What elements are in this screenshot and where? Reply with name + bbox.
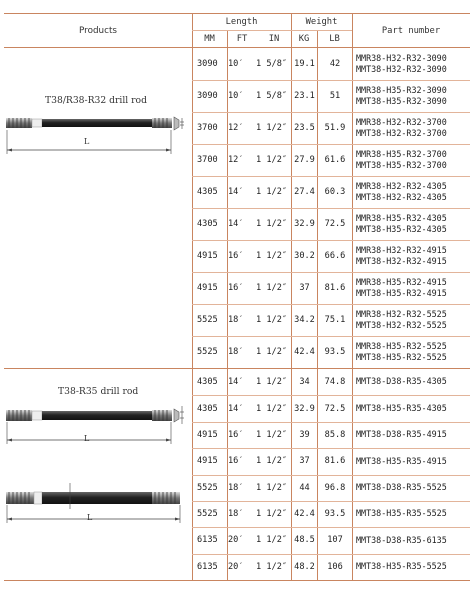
- cell-ft: 14′: [228, 377, 244, 388]
- cell-lb: 93.5: [324, 509, 346, 520]
- part-number: MMT38-H32-R32-5525: [356, 320, 447, 330]
- cell-in: 1 1/2″: [256, 456, 288, 467]
- in-subheader: IN: [268, 34, 280, 44]
- cell-ft: 20′: [228, 561, 244, 572]
- cell-ft: 18′: [228, 482, 244, 493]
- cell-kg: 23.5: [294, 123, 315, 133]
- cell-mm: 5525: [197, 482, 218, 493]
- mm-subheader: MM: [204, 34, 215, 44]
- cell-kg: 48.2: [294, 561, 315, 572]
- cell-lb: 61.6: [324, 155, 346, 165]
- cell-mm: 3090: [197, 59, 218, 69]
- part-number: MMT38-H32-R32-3090: [356, 64, 447, 74]
- cell-lb: 96.8: [324, 482, 346, 493]
- cell-mm: 5525: [197, 509, 218, 520]
- drill-rod-drawing-3: [6, 483, 186, 525]
- cell-mm: 4915: [197, 456, 218, 467]
- cell-kg: 48.5: [294, 535, 315, 546]
- part-number: MMR38-H35-R32-5525: [356, 340, 447, 351]
- cell-lb: 81.6: [324, 283, 346, 293]
- cell-lb: 51: [329, 91, 341, 101]
- part-numbers: [356, 309, 447, 332]
- length-dimension-label: L: [84, 434, 90, 443]
- lb-subheader: LB: [329, 34, 340, 44]
- part-number: MMR38-H35-R32-4915: [356, 276, 447, 287]
- product-title-t38-r35: T38-R35 drill rod: [58, 386, 139, 397]
- length-dimension-label: L: [84, 137, 90, 146]
- part-number: MMT38-H35-R32-5525: [356, 352, 447, 362]
- cell-mm: 4305: [197, 187, 218, 197]
- cell-mm: 4305: [197, 219, 218, 229]
- cell-kg: 44: [299, 482, 310, 493]
- cell-kg: 37: [299, 283, 310, 293]
- cell-in: 1 1/2″: [256, 251, 288, 261]
- cell-ft: 14′: [228, 187, 244, 197]
- part-number: MMT38-H35-R35-5525: [356, 508, 447, 519]
- part-number: MMT38-D38-R35-5525: [356, 481, 447, 492]
- part-number: MMR38-H35-R32-3090: [356, 84, 447, 95]
- part-number: MMT38-D38-R35-4915: [356, 429, 447, 440]
- part-number: MMR38-H35-R32-4305: [356, 212, 447, 223]
- cell-ft: 18′: [228, 347, 244, 357]
- cell-ft: 16′: [228, 456, 244, 467]
- cell-in: 1 5/8″: [256, 59, 288, 69]
- cell-kg: 30.2: [294, 251, 315, 261]
- product-title-t38-r38-r32: T38/R38-R32 drill rod: [45, 95, 147, 106]
- cell-kg: 42.4: [294, 509, 315, 520]
- cell-ft: 18′: [228, 315, 244, 325]
- cell-in: 1 1/2″: [256, 347, 288, 357]
- cell-mm: 3700: [197, 155, 218, 165]
- ft-subheader: FT: [236, 34, 248, 44]
- part-number: MMT38-H32-R32-4305: [356, 192, 447, 202]
- cell-ft: 14′: [228, 219, 244, 229]
- part-numbers: [356, 341, 447, 364]
- part-numbers: [356, 403, 447, 415]
- kg-subheader: KG: [298, 34, 310, 44]
- cell-lb: 106: [327, 561, 343, 572]
- cell-lb: 81.6: [324, 456, 346, 467]
- column-divider: [192, 13, 193, 580]
- cell-ft: 14′: [228, 403, 244, 414]
- part-numbers: [356, 535, 447, 547]
- length-dimension-label: L: [87, 513, 93, 522]
- part-number: MMR38-H32-R32-3700: [356, 116, 447, 127]
- cell-lb: 42: [329, 59, 341, 69]
- cell-mm: 6135: [197, 535, 218, 546]
- cell-lb: 85.8: [324, 429, 346, 440]
- cell-in: 1 1/2″: [256, 403, 288, 414]
- part-number: MMT38-D38-R35-4305: [356, 376, 447, 387]
- part-numbers: [356, 508, 447, 520]
- cell-lb: 60.3: [324, 187, 346, 197]
- cell-lb: 93.5: [324, 347, 346, 357]
- part-numbers: [356, 277, 447, 300]
- part-number: MMR38-H32-R32-5525: [356, 308, 447, 319]
- part-numbers: [356, 245, 447, 268]
- part-number: MMT38-H35-R35-4305: [356, 402, 447, 413]
- cell-in: 1 1/2″: [256, 535, 288, 546]
- cell-kg: 34.2: [294, 315, 315, 325]
- cell-ft: 18′: [228, 509, 244, 520]
- cell-mm: 4305: [197, 403, 218, 414]
- column-divider: [352, 13, 353, 580]
- cell-ft: 10′: [228, 91, 244, 101]
- cell-mm: 3700: [197, 123, 218, 133]
- cell-ft: 16′: [228, 429, 244, 440]
- cell-kg: 32.9: [294, 403, 315, 414]
- part-number-header: Part number: [381, 25, 441, 36]
- part-numbers: [356, 181, 447, 204]
- cell-lb: 107: [327, 535, 343, 546]
- cell-mm: 5525: [197, 347, 218, 357]
- cell-kg: 42.4: [294, 347, 315, 357]
- cell-in: 1 1/2″: [256, 429, 288, 440]
- cell-in: 1 1/2″: [256, 155, 288, 165]
- length-header: Length: [225, 17, 258, 27]
- cell-kg: 39: [299, 429, 310, 440]
- part-numbers: [356, 117, 447, 140]
- products-header: Products: [79, 25, 117, 36]
- cell-mm: 6135: [197, 561, 218, 572]
- cell-in: 1 1/2″: [256, 123, 288, 133]
- cell-kg: 27.9: [294, 155, 315, 165]
- part-numbers: [356, 376, 447, 388]
- cell-in: 1 1/2″: [256, 315, 288, 325]
- weight-header: Weight: [305, 17, 338, 27]
- cell-in: 1 1/2″: [256, 219, 288, 229]
- part-numbers: [356, 85, 447, 108]
- cell-in: 1 1/2″: [256, 509, 288, 520]
- cell-lb: 72.5: [324, 403, 346, 414]
- part-numbers: [356, 456, 447, 468]
- cell-ft: 10′: [228, 59, 244, 69]
- drill-rod-drawing-2: [6, 404, 186, 446]
- cell-kg: 37: [299, 456, 310, 467]
- cell-mm: 3090: [197, 91, 218, 101]
- part-number: MMT38-H35-R35-5525: [356, 561, 447, 572]
- cell-kg: 27.4: [294, 187, 315, 197]
- cell-lb: 72.5: [324, 219, 346, 229]
- cell-in: 1 1/2″: [256, 482, 288, 493]
- cell-in: 1 1/2″: [256, 283, 288, 293]
- part-number: MMT38-H35-R32-4305: [356, 224, 447, 234]
- cell-ft: 16′: [228, 251, 244, 261]
- cell-ft: 16′: [228, 283, 244, 293]
- part-number: MMR38-H32-R32-3090: [356, 52, 447, 63]
- part-number: MMT38-H35-R32-3700: [356, 160, 447, 170]
- cell-in: 1 1/2″: [256, 377, 288, 388]
- cell-mm: 5525: [197, 315, 218, 325]
- cell-kg: 23.1: [294, 91, 315, 101]
- part-numbers: [356, 561, 447, 573]
- cell-mm: 4915: [197, 429, 218, 440]
- part-number: MMT38-H32-R32-3700: [356, 128, 447, 138]
- part-numbers: [356, 149, 447, 172]
- cell-in: 1 5/8″: [256, 91, 288, 101]
- part-numbers: [356, 53, 447, 76]
- cell-lb: 66.6: [324, 251, 346, 261]
- cell-in: 1 1/2″: [256, 187, 288, 197]
- table-bottom-border: [4, 580, 470, 581]
- cell-lb: 75.1: [324, 315, 346, 325]
- part-number: MMR38-H32-R32-4915: [356, 244, 447, 255]
- part-number: MMT38-H32-R32-4915: [356, 256, 447, 266]
- part-numbers: [356, 429, 447, 441]
- part-number: MMT38-H35-R32-4915: [356, 288, 447, 298]
- cell-kg: 19.1: [294, 59, 315, 69]
- cell-mm: 4915: [197, 251, 218, 261]
- cell-mm: 4915: [197, 283, 218, 293]
- part-number: MMR38-H35-R32-3700: [356, 148, 447, 159]
- drill-rod-drawing-1: [6, 112, 186, 156]
- part-numbers: [356, 482, 447, 494]
- cell-lb: 74.8: [324, 377, 346, 388]
- cell-in: 1 1/2″: [256, 561, 288, 572]
- part-number: MMT38-H35-R32-3090: [356, 96, 447, 106]
- cell-kg: 32.9: [294, 219, 315, 229]
- part-numbers: [356, 213, 447, 236]
- cell-ft: 20′: [228, 535, 244, 546]
- part-number: MMT38-H35-R35-4915: [356, 455, 447, 466]
- part-number: MMT38-D38-R35-6135: [356, 534, 447, 545]
- cell-ft: 12′: [228, 155, 244, 165]
- cell-lb: 51.9: [324, 123, 346, 133]
- cell-kg: 34: [299, 377, 310, 388]
- cell-mm: 4305: [197, 377, 218, 388]
- cell-ft: 12′: [228, 123, 244, 133]
- part-number: MMR38-H32-R32-4305: [356, 180, 447, 191]
